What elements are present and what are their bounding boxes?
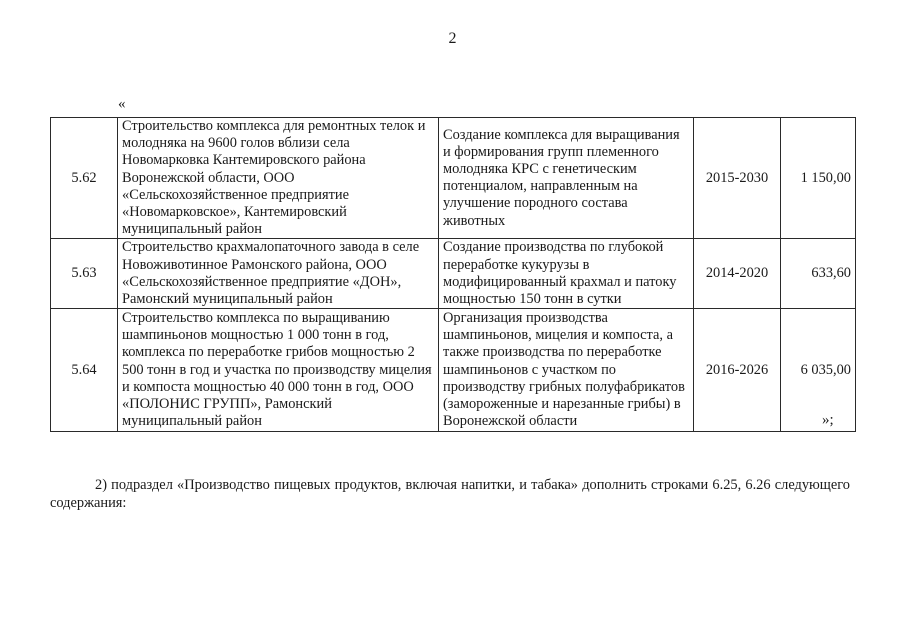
investment-amount: 6 035,00 bbox=[781, 309, 856, 432]
implementation-period: 2014-2020 bbox=[694, 239, 781, 309]
page-number: 2 bbox=[448, 30, 457, 47]
project-goal: Организация производства шампиньонов, мицелия и компоста, а также производства по переработке шампиньонов с участком по производству грибных полуфабрикатов (замороженные и нарезанные грибы) в Воронежской области bbox=[439, 309, 694, 432]
project-name: Строительство крахмалопаточного завода в селе Новоживотинное Рамонского района, ООО «Сельскохозяйственное предприятие «ДОН», Рамонский муниципальный район bbox=[118, 239, 439, 309]
row-number: 5.62 bbox=[51, 118, 118, 239]
table-row bbox=[51, 118, 856, 239]
amendment-table bbox=[50, 117, 856, 432]
table-row bbox=[51, 239, 856, 309]
project-goal: Создание производства по глубокой переработке кукурузы в модифицированный крахмал и патоку мощностью 150 тонн в сутки bbox=[439, 239, 694, 309]
investment-amount: 1 150,00 bbox=[781, 118, 856, 239]
closing-quote: »; bbox=[822, 412, 834, 428]
project-goal: Создание комплекса для выращивания и формирования групп племенного молодняка КРС с генетическим потенциалом, направленным на улучшение породного состава животных bbox=[439, 118, 694, 239]
opening-quote: « bbox=[118, 96, 126, 112]
amendment-paragraph: 2) подраздел «Производство пищевых продуктов, включая напитки, и табака» дополнить строками 6.25, 6.26 следующего содержания: bbox=[50, 477, 850, 512]
row-number: 5.64 bbox=[51, 309, 118, 432]
row-number: 5.63 bbox=[51, 239, 118, 309]
investment-amount: 633,60 bbox=[781, 239, 856, 309]
project-name: Строительство комплекса для ремонтных телок и молодняка на 9600 голов вблизи села Новомарковка Кантемировского района Воронежской области, ООО «Сельскохозяйственное предприятие «Новомарковское», Кантемировский муниципальный район bbox=[118, 118, 439, 239]
implementation-period: 2016-2026 bbox=[694, 309, 781, 432]
project-name: Строительство комплекса по выращиванию шампиньонов мощностью 1 000 тонн в год, комплекса по переработке грибов мощностью 2 500 тонн в год и участка по производству мицелия и компоста мощностью 40 000 тонн в год, ООО «ПОЛОНИС ГРУПП», Рамонский муниципальный район bbox=[118, 309, 439, 432]
implementation-period: 2015-2030 bbox=[694, 118, 781, 239]
table-row bbox=[51, 309, 856, 432]
